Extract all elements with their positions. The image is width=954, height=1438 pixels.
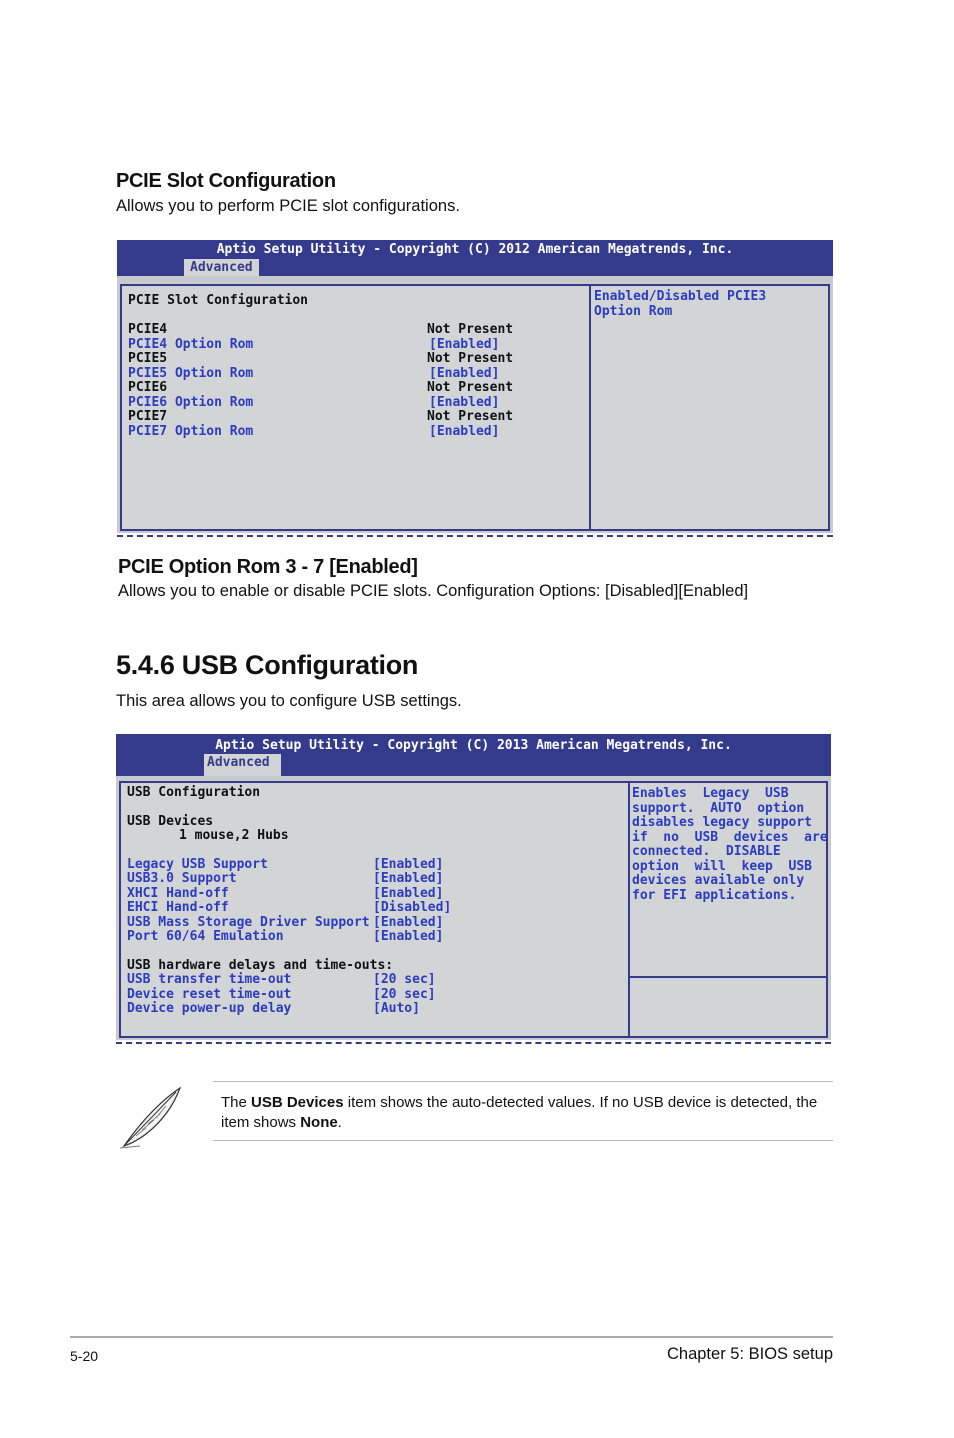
bios-bottom-dashes	[116, 1042, 831, 1044]
option-rom-setting-value[interactable]: [Enabled]	[429, 336, 500, 352]
bios-bottom-dashes	[117, 535, 833, 537]
usb-setting-label[interactable]: Legacy USB Support	[127, 857, 268, 872]
chapter-label: Chapter 5: BIOS setup	[666, 1345, 833, 1363]
pane-title: USB Configuration	[127, 785, 261, 800]
note-top-rule	[213, 1081, 833, 1082]
tab-advanced[interactable]: Advanced	[204, 754, 281, 776]
bios-body	[116, 776, 831, 1040]
help-line: disables legacy support	[632, 815, 813, 830]
note-mid: item shows the auto-detected values. If no USB device is detected, the item shows	[221, 1094, 818, 1131]
usb-setting-label[interactable]: EHCI Hand-off	[127, 900, 229, 916]
bios-header	[117, 240, 833, 276]
usb-devices-value: 1 mouse,2 Hubs	[179, 828, 289, 843]
slot-status-value: Not Present	[427, 351, 514, 366]
delays-heading: USB hardware delays and time-outs:	[127, 958, 394, 973]
bios-title: Aptio Setup Utility - Copyright (C) 2013 American Megatrends, Inc.	[215, 738, 732, 753]
usb-setting-label[interactable]: USB Mass Storage Driver Support	[127, 914, 370, 930]
help-text	[632, 786, 828, 903]
option-rom-setting-label[interactable]: PCIE5 Option Rom	[128, 365, 254, 381]
help-line: Enables Legacy USB	[632, 786, 789, 801]
bios-body	[117, 276, 833, 533]
note-bold-usb-devices: USB Devices	[251, 1094, 344, 1111]
footer-rule	[70, 1336, 833, 1338]
usb-setting-value[interactable]: [Enabled]	[373, 871, 444, 887]
pcie-slot-description: Allows you to perform PCIE slot configurations.	[116, 197, 460, 215]
slot-status-label: PCIE5	[128, 351, 168, 366]
usb-setting-value[interactable]: [Enabled]	[373, 914, 444, 930]
usb-delay-label[interactable]: Device reset time-out	[127, 986, 292, 1002]
feather-note-icon	[116, 1084, 186, 1150]
help-line: option will keep USB	[632, 858, 813, 874]
usb-delay-value[interactable]: [20 sec]	[373, 986, 436, 1002]
pcie-slot-heading: PCIE Slot Configuration	[116, 170, 336, 192]
help-line: devices available only	[632, 873, 805, 888]
help-line: connected. DISABLE	[632, 844, 781, 859]
usb-configuration-heading: 5.4.6 USB Configuration	[116, 650, 419, 680]
bios-help-pane	[589, 284, 830, 531]
option-rom-setting-label[interactable]: PCIE6 Option Rom	[128, 394, 254, 410]
help-line: if no USB devices are	[632, 829, 828, 845]
option-rom-setting-value[interactable]: [Enabled]	[429, 365, 500, 381]
slot-status-label: PCIE4	[128, 322, 168, 337]
slot-status-value: Not Present	[427, 409, 514, 424]
option-rom-description: Allows you to enable or disable PCIE slots. Configuration Options: [Disabled][Enabled]	[118, 582, 749, 600]
help-line: Option Rom	[594, 303, 673, 319]
option-rom-setting-value[interactable]: [Enabled]	[429, 423, 500, 439]
note-post: .	[337, 1114, 342, 1131]
bios-screen-usb	[116, 734, 831, 1046]
usb-configuration-description: This area allows you to configure USB settings.	[116, 692, 462, 710]
option-rom-heading: PCIE Option Rom 3 - 7 [Enabled]	[118, 556, 418, 578]
bios-header	[116, 734, 831, 776]
bios-screen-pcie	[117, 240, 833, 539]
pane-title: PCIE Slot Configuration	[128, 293, 309, 308]
usb-devices-label: USB Devices	[127, 814, 214, 829]
help-line: support. AUTO option	[632, 800, 805, 816]
note-bottom-rule	[213, 1140, 833, 1141]
usb-setting-value[interactable]: [Disabled]	[373, 900, 452, 916]
bios-main-pane	[119, 781, 631, 1038]
usb-setting-value[interactable]: [Enabled]	[373, 885, 444, 901]
slot-status-value: Not Present	[427, 322, 514, 337]
usb-delay-value[interactable]: [20 sec]	[373, 972, 436, 987]
option-rom-setting-label[interactable]: PCIE4 Option Rom	[128, 336, 254, 352]
usb-delay-label[interactable]: USB transfer time-out	[127, 972, 292, 987]
usb-setting-value[interactable]: [Enabled]	[373, 929, 444, 944]
slot-status-label: PCIE6	[128, 380, 168, 395]
option-rom-setting-label[interactable]: PCIE7 Option Rom	[128, 423, 254, 439]
slot-status-value: Not Present	[427, 380, 514, 395]
help-line: Enabled/Disabled PCIE3	[594, 289, 767, 304]
note-text	[221, 1093, 833, 1133]
usb-setting-label[interactable]: USB3.0 Support	[127, 871, 237, 887]
help-line: for EFI applications.	[632, 887, 797, 903]
bios-help-pane	[628, 781, 828, 978]
usb-setting-label[interactable]: XHCI Hand-off	[127, 885, 229, 901]
usb-delay-value[interactable]: [Auto]	[373, 1001, 420, 1016]
tab-advanced[interactable]: Advanced	[184, 259, 259, 276]
bios-keys-pane	[628, 976, 828, 1038]
note-pre: The	[221, 1094, 252, 1111]
option-rom-setting-value[interactable]: [Enabled]	[429, 394, 500, 410]
page-number: 5-20	[70, 1348, 99, 1364]
note-bold-none: None	[300, 1114, 338, 1131]
bios-main-pane	[120, 284, 591, 531]
usb-setting-value[interactable]: [Enabled]	[373, 857, 444, 872]
bios-title: Aptio Setup Utility - Copyright (C) 2012 American Megatrends, Inc.	[216, 242, 734, 257]
help-text	[594, 290, 766, 319]
usb-delay-label[interactable]: Device power-up delay	[127, 1001, 292, 1016]
usb-setting-label[interactable]: Port 60/64 Emulation	[127, 929, 284, 944]
slot-status-label: PCIE7	[128, 409, 168, 424]
